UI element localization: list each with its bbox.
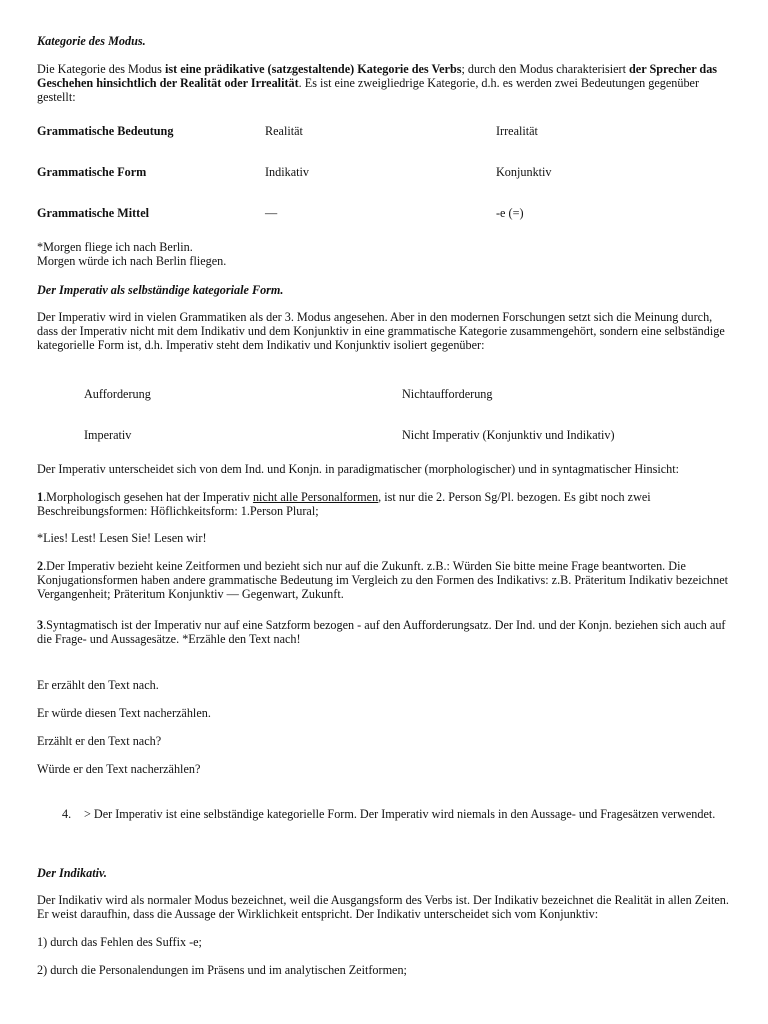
point-number: 3 <box>37 618 44 632</box>
point-number: 1 <box>37 490 44 504</box>
point-1-text-2: , ist nur die 2. Person Sg/Pl. bezogen. Es gibt noch zwei Beschreibungsformen: Höflichkeitsform: 1.Person Plural; <box>37 490 651 518</box>
intro-text-1: Die Kategorie des Modus <box>37 62 165 76</box>
intro-text-3: . Es ist eine zweigliedrige Kategorie, d.h. es werden zwei Bedeutungen gegenüber gestellt: <box>37 76 700 104</box>
cell-dash: — <box>265 206 278 220</box>
example-sentence: Er erzählt den Text nach. <box>37 678 159 692</box>
heading-indikativ: Der Indikativ. <box>37 866 107 880</box>
example-imperative-forms: *Lies! Lest! Lesen Sie! Lesen wir! <box>37 531 207 545</box>
point-1-text-1: .Morphologisch gesehen hat der Imperativ <box>43 490 253 504</box>
cell-aufforderung: Aufforderung <box>84 387 151 401</box>
example-sentence: Er würde diesen Text nacherzählen. <box>37 706 211 720</box>
intro-bold-1: ist eine prädikative (satzgestaltende) Kategorie des Verbs <box>164 62 462 76</box>
point-3-paragraph <box>37 618 732 646</box>
cell-irrealitaet: Irrealität <box>496 124 538 138</box>
point-1-paragraph <box>37 490 732 518</box>
difference-item-2: 2) durch die Personalendungen im Präsens und im analytischen Zeitformen; <box>37 963 407 977</box>
intro-bold-2: der Sprecher das Geschehen hinsichtlich der Realität oder Irrealität <box>37 62 718 90</box>
cell-imperativ: Imperativ <box>84 428 132 442</box>
point-number: 2 <box>37 559 44 573</box>
point-2-paragraph <box>37 559 732 601</box>
intro-paragraph <box>37 62 732 104</box>
heading-imperativ: Der Imperativ als selbständige kategoriale Form. <box>37 283 284 297</box>
example-line-1: *Morgen fliege ich nach Berlin. <box>37 240 193 254</box>
cell-konjunktiv: Konjunktiv <box>496 165 552 179</box>
example-sentences-berlin <box>37 240 732 268</box>
example-line-2: Morgen würde ich nach Berlin fliegen. <box>37 254 227 268</box>
indikativ-paragraph: Der Indikativ wird als normaler Modus bezeichnet, weil die Ausgangsform des Verbs ist. Der Indikativ bezeichnet die Realität in allen Zeiten. Er weist daraufhin, dass die Aussage der Wirklichkeit entspricht. Der Indikativ unterscheidet sich vom Konjunktiv: <box>37 893 729 921</box>
row-label: Grammatische Bedeutung <box>37 124 174 138</box>
example-sentence: Erzählt er den Text nach? <box>37 734 162 748</box>
cell-nichtaufforderung: Nichtaufforderung <box>402 387 493 401</box>
heading-kategorie-des-modus: Kategorie des Modus. <box>37 34 146 48</box>
cell-realitaet: Realität <box>265 124 303 138</box>
point-3-text: .Syntagmatisch ist der Imperativ nur auf eine Satzform bezogen - auf den Aufforderungsatz. Der Ind. und der Konjn. beziehen sich auch auf die Frage- und Aussagesätze. *Erzähle den Text nach! <box>37 618 726 646</box>
list-number: 4. <box>62 807 72 821</box>
example-sentence: Würde er den Text nacherzählen? <box>37 762 201 776</box>
imperativ-paragraph: Der Imperativ wird in vielen Grammatiken als der 3. Modus angesehen. Aber in den modernen Forschungen setzt sich die Meinung durch, dass der Imperativ nicht mit dem Indikativ und dem Konjunktiv in eine grammatische Kategorie zusammengehört, sondern eine selbständige kategorielle Form ist, d.h. Imperativ steht dem Indikativ und Konjunktiv isoliert gegenüber: <box>37 310 725 352</box>
difference-item-1: 1) durch das Fehlen des Suffix -e; <box>37 935 202 949</box>
cell-indikativ: Indikativ <box>265 165 310 179</box>
cell-nicht-imperativ: Nicht Imperativ (Konjunktiv und Indikativ) <box>402 428 615 442</box>
unterscheidet-paragraph: Der Imperativ unterscheidet sich von dem Ind. und Konjn. in paradigmatischer (morphologischer) und in syntagmatischer Hinsicht: <box>37 462 680 476</box>
point-2-text: .Der Imperativ bezieht keine Zeitformen und bezieht sich nur auf die Zukunft. z.B.: Würden Sie bitte meine Frage beantworten. Die Konjugationsformen haben andere grammatische Bedeutung im Vergleich zu den Formen des Indikativs: z.B. Präteritum Indikativ bezeichnet Vergangenheit; Präteritum Konjunktiv — Gegenwart, Zukunft. <box>37 559 728 601</box>
row-label: Grammatische Form <box>37 165 147 179</box>
intro-text-2: ; durch den Modus charakterisiert <box>461 62 630 76</box>
cell-suffix: -e (=) <box>496 206 524 220</box>
list-item-text: > Der Imperativ ist eine selbständige kategorielle Form. Der Imperativ wird niemals in den Aussage- und Fragesätzen verwendet. <box>84 807 716 821</box>
point-1-underlined: nicht alle Personalformen <box>252 490 379 504</box>
row-label: Grammatische Mittel <box>37 206 150 220</box>
